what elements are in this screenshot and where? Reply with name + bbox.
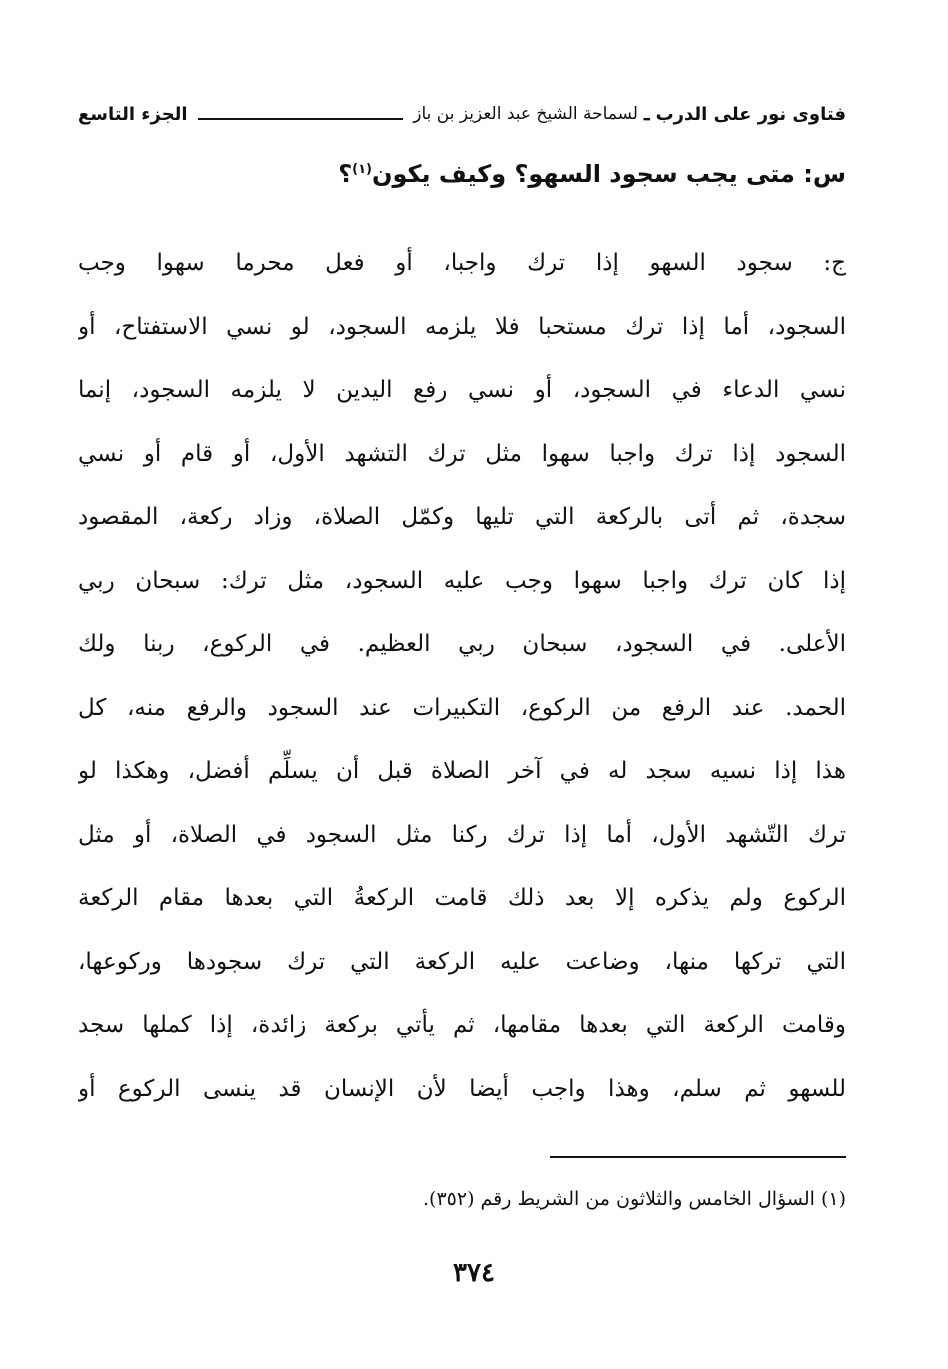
footnote-rule bbox=[550, 1156, 846, 1158]
question-text: س: متى يجب سجود السهو؟ وكيف يكون bbox=[372, 160, 846, 188]
question-mark: ؟ bbox=[338, 160, 353, 188]
answer-line: للسهو ثم سلم، وهذا واجب أيضا لأن الإنسان قد ينسى الركوع أو bbox=[78, 1075, 846, 1102]
answer-line: إذا كان ترك واجبا سهوا وجب عليه السجود، مثل ترك: سبحان ربي bbox=[78, 567, 846, 594]
part-title: الجزء التاسع bbox=[78, 103, 188, 125]
answer-line: نسي الدعاء في السجود، أو نسي رفع اليدين لا يلزمه السجود، إنما bbox=[78, 377, 846, 403]
footnote: (١) السؤال الخامس والثلاثون من الشريط رقم (٣٥٢). bbox=[423, 1188, 846, 1210]
answer-line: السجود، أما إذا ترك مستحبا فلا يلزمه السجود، لو نسي الاستفتاح، أو bbox=[78, 313, 846, 340]
page-number: ٣٧٤ bbox=[453, 1258, 495, 1288]
footnote-reference: (١) bbox=[352, 162, 372, 177]
answer-line: هذا إذا نسيه سجد له في آخر الصلاة قبل أن يسلِّم أفضل، وهكذا لو bbox=[78, 758, 846, 784]
answer-line: ترك التّشهد الأول، أما إذا ترك ركنا مثل السجود في الصلاة، أو مثل bbox=[78, 821, 846, 848]
answer-body bbox=[78, 232, 846, 1121]
header-separator: ـ bbox=[644, 103, 650, 125]
header-rule bbox=[198, 118, 404, 120]
book-title: فتاوى نور على الدرب bbox=[655, 103, 846, 125]
answer-line: الحمد. عند الرفع من الركوع، التكبيرات عند السجود والرفع منه، كل bbox=[78, 694, 846, 721]
answer-line: السجود إذا ترك واجبا سهوا مثل ترك التشهد الأول، أو قام أو نسي bbox=[78, 440, 846, 467]
running-header bbox=[78, 96, 846, 132]
answer-line: ج: سجود السهو إذا ترك واجبا، أو فعل محرما سهوا وجب bbox=[78, 250, 846, 276]
answer-line: وقامت الركعة التي بعدها مقامها، ثم يأتي بركعة زائدة، إذا كملها سجد bbox=[78, 1012, 846, 1038]
answer-line: التي تركها منها، وضاعت عليه الركعة التي ترك سجودها وركوعها، bbox=[78, 948, 846, 975]
question bbox=[78, 160, 846, 188]
answer-line: الأعلى. في السجود، سبحان ربي العظيم. في الركوع، ربنا ولك bbox=[78, 631, 846, 657]
author-name: لسماحة الشيخ عبد العزيز بن باز bbox=[413, 104, 638, 124]
answer-line: سجدة، ثم أتى بالركعة التي تليها وكمّل الصلاة، وزاد ركعة، المقصود bbox=[78, 504, 846, 530]
answer-line: الركوع ولم يذكره إلا بعد ذلك قامت الركعةُ التي بعدها مقام الركعة bbox=[78, 885, 846, 911]
